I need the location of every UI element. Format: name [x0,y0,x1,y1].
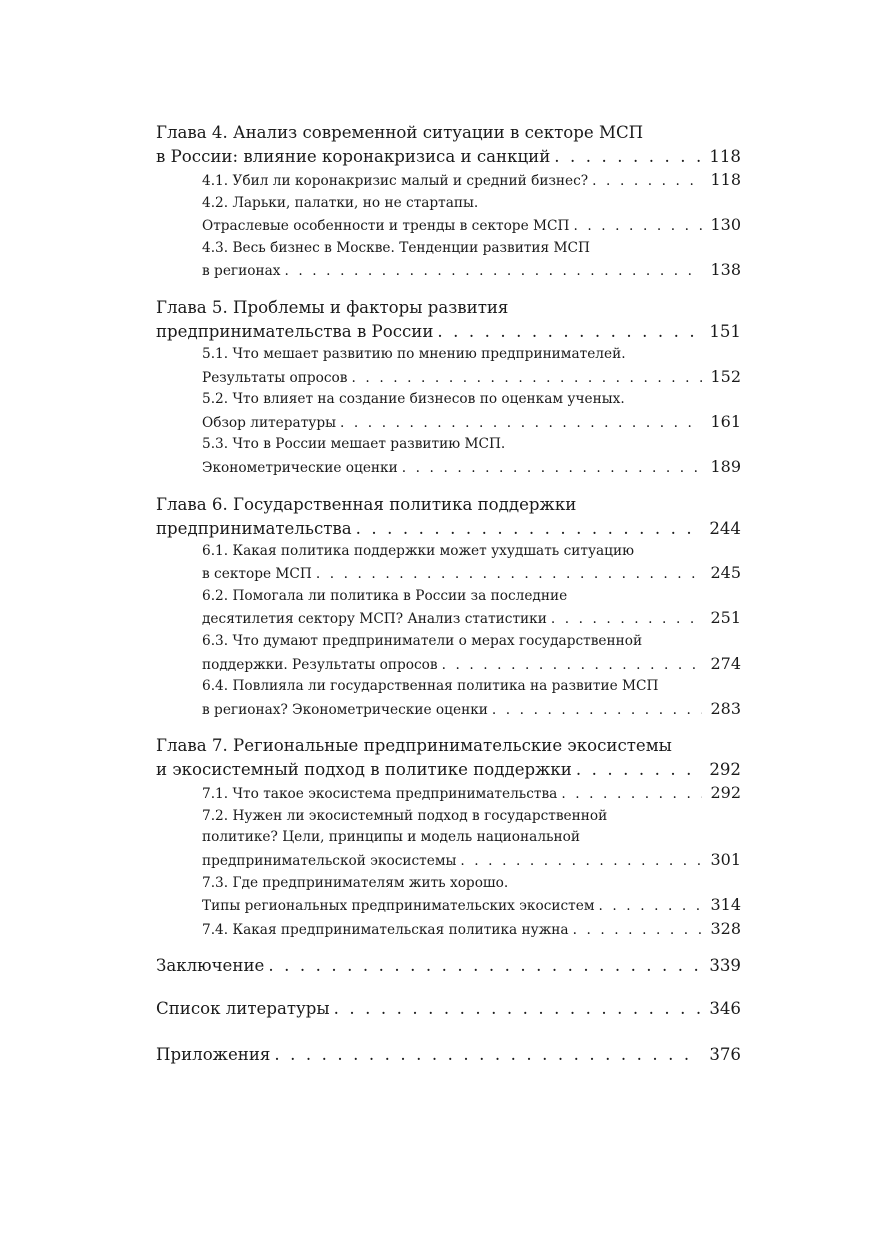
section-title-text: в регионах? Эконометрические оценки [202,702,492,718]
table-of-contents [156,121,741,1067]
chapter-heading[interactable] [156,121,741,169]
section-entry-row[interactable] [202,698,741,722]
page-number: 328 [702,918,741,940]
section-title-line: 6.3. Что думают предприниматели о мерах государственной [202,632,643,649]
section-entry-row[interactable] [202,562,741,586]
page-number: 283 [702,698,741,720]
section-entry-row[interactable] [202,849,741,873]
section-item[interactable] [156,586,741,631]
section-title-text: десятилетия сектору МСП? Анализ статистики [202,611,551,627]
page-number: 346 [701,997,741,1021]
back-matter-title [156,1043,701,1067]
chapter-heading[interactable] [156,493,741,541]
back-matter-item[interactable] [156,997,741,1021]
section-title-line: 7.3. Где предпринимателям жить хорошо. [202,874,509,891]
page-number: 301 [702,849,741,871]
chapter-title [156,517,701,541]
section-item[interactable] [156,631,741,676]
back-matter-entry-row[interactable] [156,954,741,978]
page-number: 245 [702,562,741,584]
chapter-block [156,121,741,283]
back-matter-item[interactable] [156,1043,741,1067]
page-number: 161 [702,411,741,433]
section-title [202,851,702,873]
page-number: 314 [702,894,741,916]
back-matter-title-text: Приложения [156,1045,274,1064]
section-title [202,700,702,722]
page-number: 292 [702,782,741,804]
section-item[interactable] [156,541,741,586]
section-entry-row[interactable] [202,411,741,435]
chapter-entry-row[interactable] [156,758,741,782]
section-title-text: Эконометрические оценки [202,460,402,476]
chapter-title-line: Глава 7. Региональные предпринимательские экосистемы [156,736,672,756]
section-title-text: в регионах [202,263,284,279]
page-number: 251 [702,607,741,629]
page-number: 151 [701,320,741,344]
back-matter-entry-row[interactable] [156,1043,741,1067]
page-number: 152 [702,366,741,388]
chapter-heading[interactable] [156,734,741,782]
section-item[interactable] [156,806,741,873]
chapter-title [156,758,701,782]
chapter-title-line: Глава 5. Проблемы и факторы развития [156,297,509,317]
section-title-text: предпринимательской экосистемы [202,853,460,869]
section-title-line: 4.2. Ларьки, палатки, но не стартапы. [202,194,479,211]
section-title [202,784,702,806]
section-title [202,261,702,283]
back-matter-title [156,954,701,978]
section-item[interactable] [156,434,741,479]
section-title-line: 5.1. Что мешает развитию по мнению предпринимателей. [202,345,626,362]
section-title-line: 7.2. Нужен ли экосистемный подход в государственной [202,807,608,824]
section-title-text: Результаты опросов [202,370,352,386]
section-entry-row[interactable] [202,782,741,806]
section-title [202,655,702,677]
section-title-text: 7.1. Что такое экосистема предпринимательства [202,786,561,802]
section-title [202,216,702,238]
section-item[interactable] [156,169,741,193]
chapter-block [156,493,741,722]
section-item[interactable] [156,389,741,434]
section-item[interactable] [156,344,741,389]
section-title-text: Отраслевые особенности и тренды в секторе МСП [202,218,573,234]
section-entry-row[interactable] [202,894,741,918]
section-entry-row[interactable] [202,456,741,480]
section-title-line: 6.2. Помогала ли политика в России за последние [202,587,568,604]
section-item[interactable] [156,193,741,238]
page-number: 339 [701,954,741,978]
section-title-line: 4.3. Весь бизнес в Москве. Тенденции развития МСП [202,239,590,256]
section-title [202,609,702,631]
section-entry-row[interactable] [202,214,741,238]
page-number: 292 [701,758,741,782]
page-number: 274 [702,653,741,675]
section-title [202,896,702,918]
section-item[interactable] [156,873,741,918]
section-title-line: 5.3. Что в России мешает развитию МСП. [202,436,506,453]
chapter-title-text: в России: влияние коронакризиса и санкций [156,147,554,166]
section-title-line: политике? Цели, принципы и модель национальной [202,829,580,846]
section-title-text: поддержки. Результаты опросов [202,657,442,673]
page-number: 118 [701,145,741,169]
section-item[interactable] [156,782,741,806]
section-entry-row[interactable] [202,169,741,193]
page-number: 118 [702,169,741,191]
chapter-title-text: предпринимательства [156,519,356,538]
section-title-line: 6.4. Повлияла ли государственная политика на развитие МСП [202,678,659,695]
chapter-heading[interactable] [156,296,741,344]
page-number: 138 [702,259,741,281]
page-number: 130 [702,214,741,236]
chapter-block [156,296,741,480]
section-title-text: 7.4. Какая предпринимательская политика нужна [202,922,573,938]
section-title-text: Обзор литературы [202,415,340,431]
section-item[interactable] [156,918,741,942]
section-title [202,368,702,390]
back-matter-title-text: Заключение [156,956,268,975]
section-entry-row[interactable] [202,366,741,390]
back-matter-title-text: Список литературы [156,999,334,1018]
section-title [202,413,702,435]
section-title-text: в секторе МСП [202,566,316,582]
chapter-entry-row[interactable] [156,145,741,169]
section-entry-row[interactable] [202,259,741,283]
section-title [202,171,702,193]
section-title [202,564,702,586]
section-title-text: 4.1. Убил ли коронакризис малый и средний бизнес? [202,173,592,189]
back-matter-title [156,997,701,1021]
chapter-title-text: и экосистемный подход в политике поддержки [156,760,576,779]
section-title [202,458,702,480]
section-entry-row[interactable] [202,653,741,677]
chapter-title-line: Глава 6. Государственная политика поддержки [156,494,577,514]
chapter-title [156,145,701,169]
back-matter-item[interactable] [156,954,741,978]
chapter-title-text: предпринимательства в России [156,322,437,341]
chapter-entry-row[interactable] [156,320,741,344]
section-title-line: 6.1. Какая политика поддержки может ухудшать ситуацию [202,542,634,559]
chapter-entry-row[interactable] [156,517,741,541]
section-title-text: Типы региональных предпринимательских экосистем [202,898,598,914]
chapter-title [156,320,701,344]
chapter-title-line: Глава 4. Анализ современной ситуации в секторе МСП [156,123,644,142]
page-number: 244 [701,517,741,541]
chapter-block [156,734,741,941]
section-title [202,920,702,942]
section-item[interactable] [156,238,741,283]
section-title-line: 5.2. Что влияет на создание бизнесов по оценкам ученых. [202,391,625,408]
section-entry-row[interactable] [202,918,741,942]
section-item[interactable] [156,676,741,721]
section-entry-row[interactable] [202,607,741,631]
back-matter-entry-row[interactable] [156,997,741,1021]
page-number: 189 [702,456,741,478]
page-number: 376 [701,1043,741,1067]
